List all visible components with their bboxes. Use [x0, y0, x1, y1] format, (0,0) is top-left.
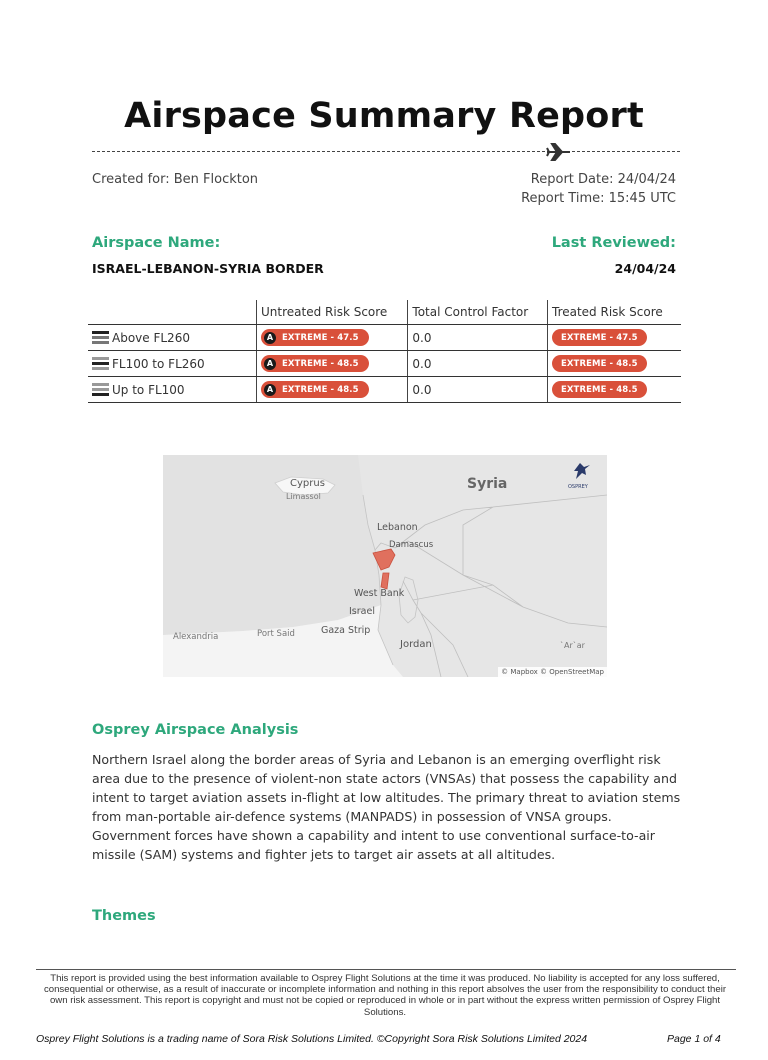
risk-badge [261, 329, 369, 346]
airspace-map[interactable] [163, 455, 607, 677]
report-date: Report Date: 24/04/24 [530, 172, 676, 187]
analysis-heading: Osprey Airspace Analysis [92, 722, 299, 738]
osprey-logo-text: OSPREY [568, 484, 588, 490]
table-row [88, 377, 681, 403]
table-row [88, 351, 681, 377]
header-control: Total Control Factor [408, 300, 548, 325]
treated-cell [548, 351, 682, 377]
title-divider [92, 151, 680, 152]
created-for: Created for: Ben Flockton [92, 172, 259, 187]
airspace-name-heading: Airspace Name: [92, 235, 221, 251]
assessment-marker-icon: A [264, 358, 276, 370]
band-label: FL100 to FL260 [112, 356, 205, 371]
table-row [88, 325, 681, 351]
risk-badge: EXTREME - 47.5 [552, 329, 647, 346]
untreated-cell [257, 351, 408, 377]
control-cell: 0.0 [408, 351, 548, 377]
altitude-band-icon [92, 383, 109, 396]
map-attribution[interactable]: © Mapbox © OpenStreetMap [498, 667, 607, 677]
map-label-gaza: Gaza Strip [321, 625, 371, 636]
band-cell [88, 325, 257, 351]
control-cell: 0.0 [408, 325, 548, 351]
map-label-israel: Israel [349, 606, 375, 617]
map-label-lebanon: Lebanon [377, 522, 418, 533]
risk-badge [261, 355, 369, 372]
report-title: Airspace Summary Report [124, 96, 644, 136]
map-label-alexandria: Alexandria [173, 632, 219, 642]
untreated-cell [257, 325, 408, 351]
risk-badge-label: EXTREME - 48.5 [282, 384, 359, 395]
map-label-west-bank: West Bank [354, 588, 405, 599]
report-time: Report Time: 15:45 UTC [521, 191, 676, 206]
map-canvas [163, 455, 607, 677]
risk-badge-label: EXTREME - 47.5 [282, 332, 359, 343]
footer-trading-name: Osprey Flight Solutions is a trading name of Sora Risk Solutions Limited. ©Copyright Sora Risk Solutions Limited 2024 [36, 1033, 588, 1045]
map-label-jordan: Jordan [400, 639, 432, 650]
risk-badge-label: EXTREME - 48.5 [282, 358, 359, 369]
airplane-icon [546, 142, 572, 162]
treated-cell [548, 377, 682, 403]
last-reviewed-heading: Last Reviewed: [551, 235, 676, 251]
risk-badge [261, 381, 369, 398]
control-cell: 0.0 [408, 377, 548, 403]
header-treated: Treated Risk Score [548, 300, 682, 325]
header-band [88, 300, 257, 325]
page-number: Page 1 of 4 [667, 1033, 721, 1045]
map-label-damascus: Damascus [389, 540, 434, 550]
header-untreated: Untreated Risk Score [257, 300, 408, 325]
band-cell [88, 377, 257, 403]
map-label-syria: Syria [467, 476, 508, 492]
airspace-name-value: ISRAEL-LEBANON-SYRIA BORDER [92, 261, 324, 276]
map-label-limassol: Limassol [286, 492, 321, 501]
altitude-band-icon [92, 331, 109, 344]
footer-divider [36, 969, 736, 970]
band-cell [88, 351, 257, 377]
treated-cell [548, 325, 682, 351]
analysis-text: Northern Israel along the border areas of Syria and Lebanon is an emerging overflight risk area due to the presence of violent-non state actors (VNSAs) that possess the capability and intent to target aviation assets in-flight at low altitudes. The primary threat to aviation stems from man-portable air-defence systems (MANPADS) in possession of VNSA groups. Government forces have shown a capability and intent to use conventional surface-to-air missile (SAM) systems and fighter jets to target air assets at all altitudes. [92, 752, 681, 862]
altitude-band-icon [92, 357, 109, 370]
risk-badge: EXTREME - 48.5 [552, 381, 647, 398]
risk-table-header [88, 300, 681, 325]
map-label-arar: `Ar`ar [560, 641, 585, 650]
untreated-cell [257, 377, 408, 403]
themes-heading: Themes [92, 908, 156, 924]
assessment-marker-icon: A [264, 384, 276, 396]
map-label-cyprus: Cyprus [290, 478, 325, 489]
band-label: Up to FL100 [112, 382, 185, 397]
last-reviewed-value: 24/04/24 [614, 261, 676, 276]
assessment-marker-icon: A [264, 332, 276, 344]
band-label: Above FL260 [112, 330, 190, 345]
risk-table [88, 300, 681, 403]
map-label-port-said: Port Said [257, 629, 295, 639]
risk-badge: EXTREME - 48.5 [552, 355, 647, 372]
footer-disclaimer: This report is provided using the best information available to Osprey Flight Solutions at the time it was produced. No liability is accepted for any loss suffered, consequential or otherwise, as a result of inaccurate or incomplete information and nothing in this report absolves the user from the responsibility to conduct their own risk assessment. This report is copyright and must not be copied or reproduced in whole or in part without the express written permission of Osprey Flight Solutions. [43, 973, 727, 1018]
